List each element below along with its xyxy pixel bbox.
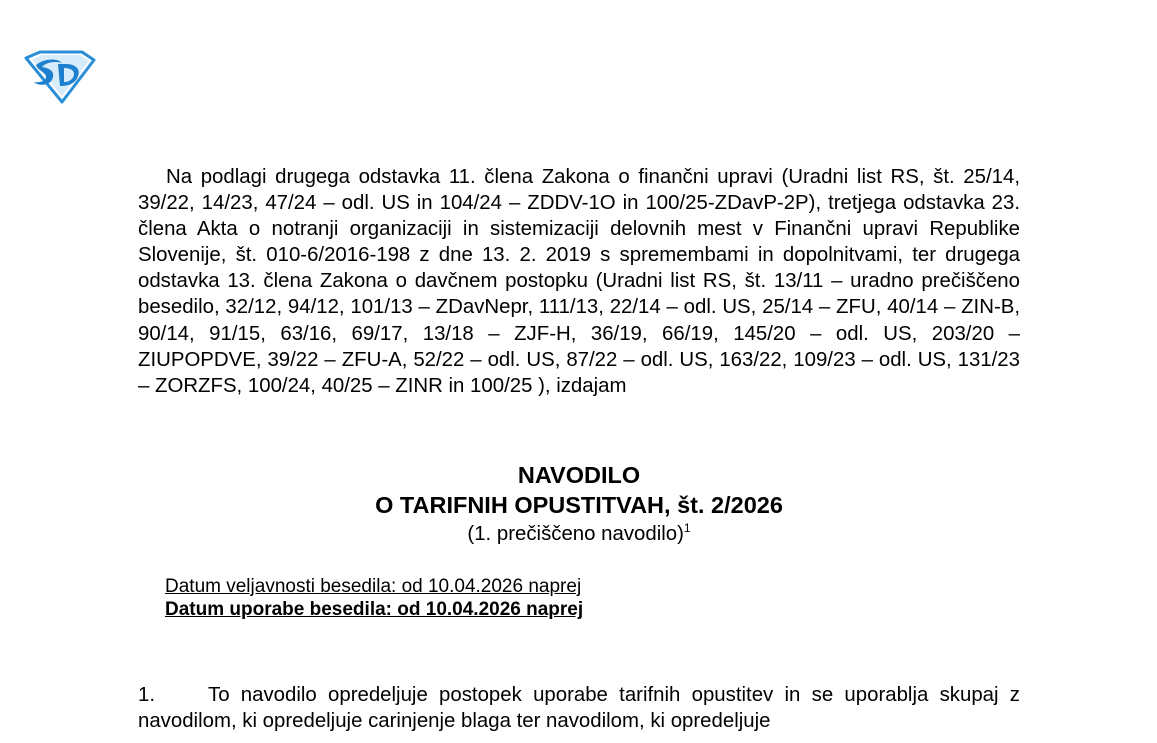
title-line-2: O TARIFNIH OPUSTITVAH, št. 2/2026: [375, 492, 783, 518]
intro-paragraph: Na podlagi drugega odstavka 11. člena Zakona o finančni upravi (Uradni list RS, št. 25/14, 39/22, 14/23, 47/24 – odl. US in 104/24 – ZDDV-1O in 100/25-ZDavP-2P), tretjega odstavka 23. člena Akta o notranji organizaciji in sistemizaciji delovnih mest v Finančni upravi Republike Slovenije, št. 010-6/2016-198 z dne 13. 2. 2019 s spremembami in dopolnitvami, ter drugega odstavka 13. člena Zakona o davčnem postopku (Uradni list RS, št. 13/11 – uradno prečiščeno besedilo, 32/12, 94/12, 101/13 – ZDavNepr, 111/13, 22/14 – odl. US, 25/14 – ZFU, 40/14 – ZIN-B, 90/14, 91/15, 63/16, 69/17, 13/18 – ZJF-H, 36/19, 66/19, 145/20 – odl. US, 203/20 – ZIUPOPDVE, 39/22 – ZFU-A, 52/22 – odl. US, 87/22 – odl. US, 163/22, 109/23 – odl. US, 131/23 – ZORZFS, 100/24, 40/25 – ZINR in 100/25 ), izdajam: [138, 166, 1020, 397]
title-line-1: NAVODILO: [517, 462, 641, 488]
point-1-text: To navodilo opredeljuje postopek uporabe tarifnih opustitev in se uporablja skupaj z navodilom, ki opredeljuje carinjenje blaga ter navodilom, ki opredeljuje: [138, 684, 1020, 733]
subtitle-text: (1. prečiščeno navodilo): [467, 523, 684, 545]
point-1-number: 1.: [138, 684, 156, 706]
point-1: [138, 682, 1020, 734]
document-title: [138, 460, 1020, 548]
title-subtitle: [138, 520, 1020, 548]
dates-block: [165, 575, 583, 621]
fu-logo: [22, 48, 96, 104]
footnote-mark[interactable]: 1: [683, 521, 691, 536]
fu-shield-logo-icon: [22, 48, 96, 104]
application-date: Datum uporabe besedila: od 10.04.2026 naprej: [165, 599, 584, 620]
validity-date: Datum veljavnosti besedila: od 10.04.2026 naprej: [165, 576, 582, 597]
